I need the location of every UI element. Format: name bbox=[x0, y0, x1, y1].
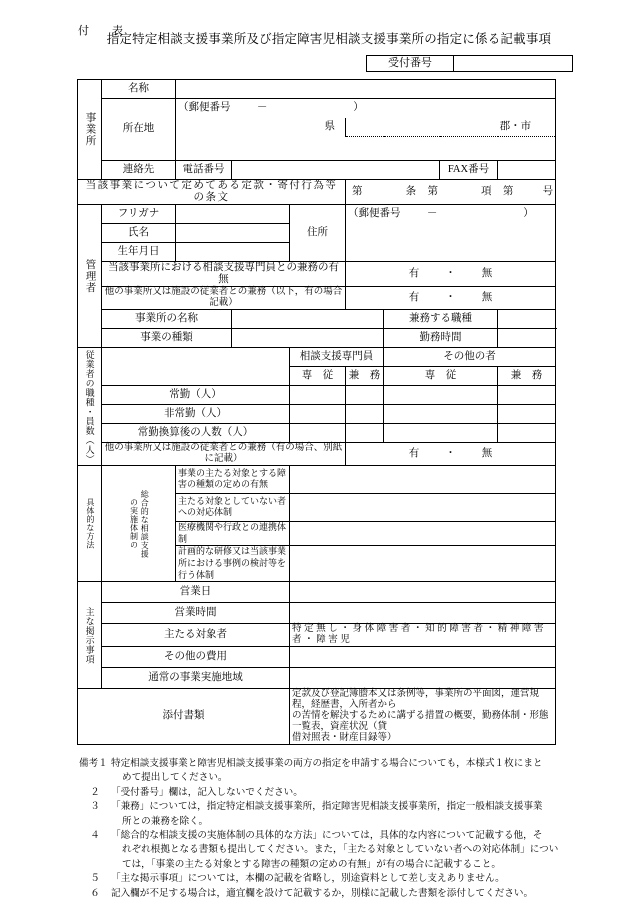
staff-row-label: 常勤（人） bbox=[102, 386, 290, 405]
staff-col-specialist-exclusive: 専 従 bbox=[290, 367, 346, 386]
main-form-table bbox=[77, 79, 556, 745]
comprehensive-vertical-label-1: 具体的な方法 bbox=[85, 498, 95, 550]
comprehensive-vertical-label-3: 総合的な相談支援 bbox=[140, 489, 150, 558]
articles-a5: 第 bbox=[502, 186, 514, 198]
comprehensive-row-value[interactable] bbox=[290, 493, 556, 521]
manager-zip-label: （郵便番号 bbox=[348, 208, 401, 220]
articles-a6: 号 bbox=[542, 186, 554, 198]
manager-work-hours-label: 勤務時間 bbox=[384, 329, 498, 348]
office-contact-label: 連絡先 bbox=[102, 161, 176, 180]
manager-birth-label: 生年月日 bbox=[102, 243, 176, 262]
table-row bbox=[78, 405, 556, 424]
posting-vertical-label-cell bbox=[78, 582, 102, 689]
note-item bbox=[77, 757, 577, 786]
table-row bbox=[78, 262, 556, 287]
posting-vertical-label: 主な掲示事項 bbox=[84, 606, 95, 664]
staff-row-label: 常勤換算後の人数（人） bbox=[102, 424, 290, 443]
staff-cell[interactable] bbox=[384, 424, 498, 443]
table-row bbox=[78, 329, 556, 348]
articles-a1: 第 bbox=[352, 186, 363, 198]
office-vertical-label: 事業所 bbox=[84, 112, 96, 147]
posting-row-label: その他の費用 bbox=[102, 647, 290, 668]
articles-label: 当該事業について定めてある定款・寄付行為等の条文 bbox=[78, 180, 346, 205]
posting-target-options[interactable]: 特定無し・身体障害者・知的障害者・精神障害者・障害児 bbox=[290, 624, 556, 647]
staff-cell[interactable] bbox=[498, 386, 556, 405]
manager-birth-input[interactable] bbox=[176, 243, 290, 262]
manager-name-label: 氏名 bbox=[102, 224, 176, 243]
table-row bbox=[78, 99, 556, 118]
staff-col-other-exclusive: 専 従 bbox=[384, 367, 498, 386]
staff-cell[interactable] bbox=[290, 405, 346, 424]
note-line: 「総合的な相談支援の実施体制の具体的な方法」については，具体的な内容について記載する他，そ bbox=[111, 829, 543, 841]
staff-row-label: 非常勤（人） bbox=[102, 405, 290, 424]
manager-address-input[interactable] bbox=[346, 205, 556, 262]
office-tel-input[interactable] bbox=[232, 161, 440, 180]
staff-cell[interactable] bbox=[498, 405, 556, 424]
note-number: ３ bbox=[90, 801, 100, 813]
choice-no[interactable]: 無 bbox=[481, 447, 493, 459]
staff-col-other-concurrent: 兼 務 bbox=[498, 367, 556, 386]
note-line: めて提出してください。 bbox=[122, 772, 228, 784]
note-item bbox=[77, 872, 577, 886]
office-city-label: 郡・市 bbox=[346, 118, 556, 137]
note-item bbox=[77, 829, 577, 872]
manager-business-type-label: 事業の種類 bbox=[102, 329, 232, 348]
choice-no[interactable]: 無 bbox=[481, 268, 493, 280]
manager-address-label: 住所 bbox=[290, 205, 346, 262]
manager-name-input[interactable] bbox=[176, 224, 290, 243]
office-zip-close: ） bbox=[353, 102, 364, 114]
comprehensive-row-label: 計画的な研修又は当該事業所における事例の検討等を行う体制 bbox=[176, 546, 290, 582]
manager-job-type-input[interactable] bbox=[498, 310, 556, 329]
receipt-number-label: 受付番号 bbox=[367, 56, 454, 71]
office-name-input[interactable] bbox=[176, 80, 556, 99]
articles-a2: 条 bbox=[405, 186, 417, 198]
manager-furigana-label: フリガナ bbox=[102, 205, 176, 224]
choice-separator: ・ bbox=[445, 292, 456, 304]
note-line: れぞれ根拠となる書類も提出してください。また，「主たる対象としていない者への対応体制」につい bbox=[122, 844, 559, 856]
receipt-number-box bbox=[366, 55, 573, 72]
staff-cell[interactable] bbox=[384, 405, 498, 424]
manager-office-name-label: 事業所の名称 bbox=[102, 310, 232, 329]
table-row bbox=[78, 180, 556, 205]
page-title: 指定特定相談支援事業所及び指定障害児相談支援事業所の指定に係る記載事項 bbox=[106, 32, 552, 46]
choice-yes[interactable]: 有 bbox=[408, 268, 420, 280]
manager-furigana-input[interactable] bbox=[176, 205, 290, 224]
manager-concurrent-other-choice[interactable] bbox=[346, 287, 556, 310]
choice-yes[interactable]: 有 bbox=[408, 447, 420, 459]
posting-row-label: 通常の事業実施地域 bbox=[102, 668, 290, 689]
note-text bbox=[111, 887, 577, 901]
articles-a3: 第 bbox=[427, 186, 438, 198]
note-number: ２ bbox=[90, 786, 100, 798]
posting-row-label: 営業日 bbox=[102, 582, 290, 603]
table-row bbox=[78, 603, 556, 624]
note-item bbox=[77, 800, 577, 829]
manager-concurrent-specialist-label: 当該事業所における相談支援専門員との兼務の有無 bbox=[102, 262, 346, 287]
manager-vertical-label: 管理者 bbox=[84, 258, 96, 294]
staff-cell[interactable] bbox=[346, 405, 384, 424]
note-text bbox=[111, 872, 577, 886]
note-line: 所との兼務を除く。 bbox=[122, 815, 209, 827]
staff-cell[interactable] bbox=[346, 386, 384, 405]
form-tag: 付 表 bbox=[78, 25, 129, 37]
staff-cell[interactable] bbox=[346, 424, 384, 443]
staff-cell[interactable] bbox=[498, 424, 556, 443]
note-line: 「兼務」については，指定特定相談支援事業所，指定障害児相談支援事業所，指定一般相談支援事業 bbox=[111, 801, 543, 813]
attachments-label: 添付書類 bbox=[78, 689, 290, 745]
note-line: 特定相談支援事業と障害児相談支援事業の両方の指定を申請する場合についても，本様式１枚にまと bbox=[111, 758, 543, 769]
manager-office-name-input[interactable] bbox=[232, 310, 384, 329]
comprehensive-vertical-label-2: の実施体制の bbox=[129, 498, 139, 550]
table-row bbox=[78, 689, 556, 745]
posting-row-value[interactable] bbox=[290, 603, 556, 624]
table-row bbox=[78, 668, 556, 689]
choice-separator: ・ bbox=[445, 268, 456, 280]
attachments-text bbox=[290, 689, 556, 745]
manager-business-type-input[interactable] bbox=[232, 329, 384, 348]
table-row bbox=[78, 310, 556, 329]
staff-concurrent-label: 他の事業所又は施設の従業者との兼務（有の場合、別紙に記載） bbox=[102, 443, 346, 466]
note-line: 記入欄が不足する場合は，適宜欄を設けて記載するか，別様に記載した書類を添付してください。 bbox=[111, 887, 534, 899]
table-row bbox=[78, 205, 556, 224]
attachments-line: 借対照表・財産目録等） bbox=[292, 732, 397, 743]
attachments-line: 定款及び登記簿謄本又は条例等，事業所の平面図，運営規程，経歴書，入所者から bbox=[292, 689, 540, 711]
comprehensive-vertical-label-cell-1 bbox=[78, 465, 102, 581]
choice-yes[interactable]: 有 bbox=[408, 292, 420, 304]
table-row bbox=[78, 424, 556, 443]
table-row bbox=[78, 582, 556, 603]
choice-separator: ・ bbox=[445, 447, 456, 459]
manager-work-hours-input[interactable] bbox=[498, 329, 556, 348]
office-fax-input[interactable] bbox=[498, 161, 556, 180]
posting-row-value[interactable] bbox=[290, 668, 556, 689]
table-row bbox=[78, 443, 556, 466]
staff-group-specialist: 相談支援専門員 bbox=[290, 348, 384, 367]
staff-concurrent-choice[interactable] bbox=[346, 443, 556, 466]
table-row bbox=[78, 348, 556, 367]
note-text bbox=[111, 829, 577, 872]
office-vertical-label-cell bbox=[78, 80, 102, 180]
posting-row-label: 主たる対象者 bbox=[102, 624, 290, 647]
manager-vertical-label-cell bbox=[78, 205, 102, 348]
staff-cell[interactable] bbox=[290, 386, 346, 405]
manager-zip-close: ） bbox=[523, 208, 534, 220]
table-row bbox=[78, 386, 556, 405]
note-text bbox=[111, 786, 577, 800]
table-row bbox=[78, 287, 556, 310]
note-line: ては，「事業の主たる対象とする障害の種類の定めの有無」が有の場合に記載すること。 bbox=[122, 858, 501, 870]
office-address-label: 所在地 bbox=[102, 99, 176, 161]
comprehensive-row-label: 事業の主たる対象とする障害の種類の定めの有無 bbox=[176, 465, 290, 493]
office-zip-row[interactable] bbox=[176, 99, 556, 118]
office-zip-label: （郵便番号 bbox=[178, 102, 231, 114]
table-row bbox=[78, 465, 556, 493]
posting-row-value[interactable] bbox=[290, 582, 556, 603]
table-row bbox=[78, 624, 556, 647]
staff-cell[interactable] bbox=[384, 386, 498, 405]
receipt-number-input[interactable] bbox=[454, 56, 572, 71]
note-text bbox=[111, 757, 577, 786]
manager-concurrent-other-label: 他の事業所又は施設の従業者との兼務（以下，有の場合記載） bbox=[102, 287, 346, 310]
comprehensive-vertical-label-cell-2 bbox=[102, 465, 176, 581]
staff-cell[interactable] bbox=[290, 424, 346, 443]
posting-row-label: 営業時間 bbox=[102, 603, 290, 624]
staff-col-specialist-concurrent: 兼 務 bbox=[346, 367, 384, 386]
note-number: ４ bbox=[90, 829, 100, 841]
articles-input[interactable] bbox=[346, 180, 556, 205]
table-row bbox=[78, 161, 556, 180]
comprehensive-row-label: 医療機関や行政との連携体制 bbox=[176, 521, 290, 545]
office-address-input[interactable] bbox=[176, 137, 556, 161]
staff-corner-cell bbox=[102, 348, 290, 386]
office-tel-label: 電話番号 bbox=[176, 161, 232, 180]
attachments-line: の苦情を解決するために講ずる措置の概要，勤務体制・形態一覧表，資産状況（貸 bbox=[292, 711, 549, 732]
note-item bbox=[77, 786, 577, 800]
table-row bbox=[78, 647, 556, 668]
note-number: 備考１ bbox=[79, 758, 108, 769]
manager-zip-dash: － bbox=[426, 208, 438, 220]
comprehensive-row-value[interactable] bbox=[290, 521, 556, 545]
staff-vertical-label-cell bbox=[78, 348, 102, 466]
office-name-label: 名称 bbox=[102, 80, 176, 99]
articles-a4: 項 bbox=[481, 186, 492, 198]
note-line: 「主な掲示事項」については，本欄の記載を省略し，別途資料として差し支えありません。 bbox=[111, 873, 505, 885]
table-row bbox=[78, 80, 556, 99]
comprehensive-row-label: 主たる対象としていない者への対応体制 bbox=[176, 493, 290, 521]
note-number: ５ bbox=[90, 873, 100, 885]
comprehensive-row-value[interactable] bbox=[290, 546, 556, 582]
note-item bbox=[77, 887, 577, 901]
office-zip-dash: － bbox=[256, 102, 268, 114]
note-number: ６ bbox=[90, 887, 100, 899]
manager-job-type-label: 兼務する職種 bbox=[384, 310, 498, 329]
comprehensive-row-value[interactable] bbox=[290, 465, 556, 493]
note-line: 「受付番号」欄は，記入しないでください。 bbox=[111, 786, 303, 798]
posting-row-value[interactable] bbox=[290, 647, 556, 668]
office-pref-label: 県 bbox=[176, 118, 346, 137]
office-fax-label: FAX番号 bbox=[440, 161, 498, 180]
note-text bbox=[111, 800, 577, 829]
choice-no[interactable]: 無 bbox=[481, 292, 493, 304]
manager-concurrent-specialist-choice[interactable] bbox=[346, 262, 556, 287]
staff-vertical-label: 従業者の職種・員数（人） bbox=[84, 349, 95, 464]
notes-section bbox=[77, 757, 577, 901]
staff-group-other: その他の者 bbox=[384, 348, 556, 367]
